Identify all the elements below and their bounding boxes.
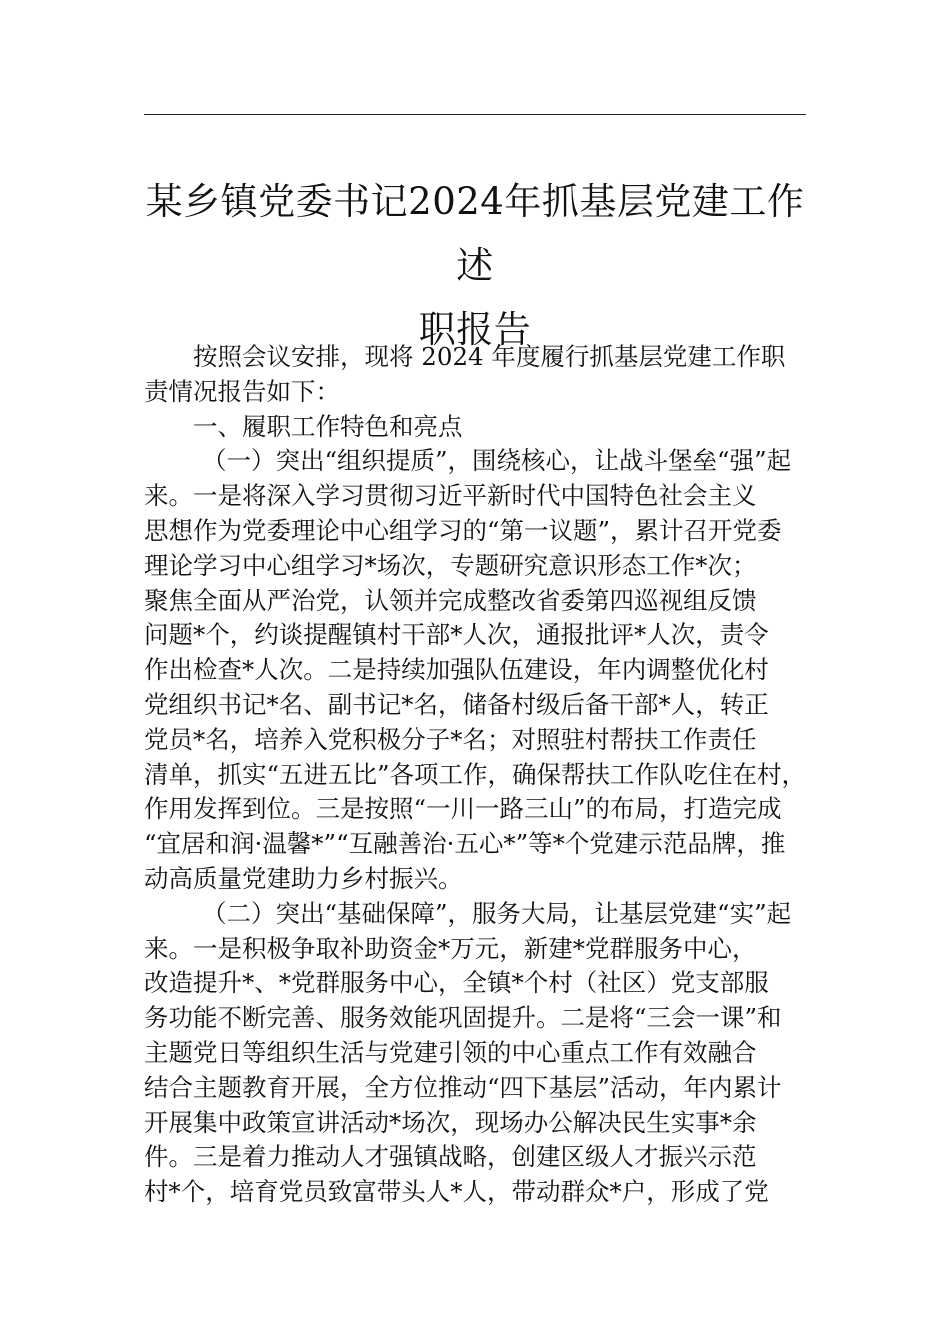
text-line: 来。一是将深入学习贯彻习近平新时代中国特色社会主义 bbox=[144, 481, 757, 511]
section-heading bbox=[144, 410, 806, 445]
document-title bbox=[130, 170, 820, 362]
document-body bbox=[144, 340, 806, 1210]
text-line: 来。一是积极争取补助资金*万元，新建*党群服务中心， bbox=[144, 933, 757, 963]
text-line: 聚焦全面从严治党，认领并完成整改省委第四巡视组反馈 bbox=[144, 585, 757, 615]
paragraph-1 bbox=[144, 444, 806, 896]
text-line: （二）突出“基础保障”，服务大局，让基层党建“实”起 bbox=[202, 898, 792, 928]
text-line: 清单，抓实“五进五比”各项工作，确保帮扶工作队吃住在村， bbox=[144, 759, 807, 789]
text-line: 党组织书记*名、副书记*名，储备村级后备干部*人，转正 bbox=[144, 689, 769, 719]
text-line: 动高质量党建助力乡村振兴。 bbox=[144, 863, 463, 893]
text-line: 党员*名，培养入党积极分子*名；对照驻村帮扶工作责任 bbox=[144, 724, 757, 754]
text-line: 开展集中政策宣讲活动*场次，现场办公解决民生实事*余 bbox=[144, 1107, 757, 1137]
text-line: （一）突出“组织提质”，围绕核心，让战斗堡垒“强”起 bbox=[202, 446, 792, 476]
text-line: 责情况报告如下： bbox=[144, 376, 340, 406]
title-line: 职报告 bbox=[418, 308, 532, 351]
text-line: 问题*个，约谈提醒镇村干部*人次，通报批评*人次，责令 bbox=[144, 620, 769, 650]
text-line: 思想作为党委理论中心组学习的“第一议题”，累计召开党委 bbox=[144, 515, 782, 545]
text-line: 按照会议安排，现将 2024 年度履行抓基层党建工作职 bbox=[193, 342, 786, 371]
text-line: 村*个，培育党员致富带头人*人，带动群众*户，形成了党 bbox=[144, 1177, 769, 1207]
intro-paragraph bbox=[144, 340, 806, 410]
title-line: 某乡镇党委书记2024年抓基层党建工作述 bbox=[145, 180, 805, 287]
text-line: 改造提升*、*党群服务中心，全镇*个村（社区）党支部服 bbox=[144, 968, 769, 998]
text-line: 件。三是着力推动人才强镇战略，创建区级人才振兴示范 bbox=[144, 1142, 757, 1172]
text-line: 主题党日等组织生活与党建引领的中心重点工作有效融合 bbox=[144, 1037, 757, 1067]
text-line: 务功能不断完善、服务效能巩固提升。二是将“三会一课”和 bbox=[144, 1003, 782, 1033]
paragraph-2 bbox=[144, 897, 806, 1210]
text-line: “宜居和润·温馨*”“互融善治·五心*”等*个党建示范品牌，推 bbox=[144, 829, 786, 859]
text-line: 作出检查*人次。二是持续加强队伍建设，年内调整优化村 bbox=[144, 655, 769, 685]
section-heading-text: 一、履职工作特色和亮点 bbox=[193, 411, 463, 441]
text-line: 作用发挥到位。三是按照“一川一路三山”的布局，打造完成 bbox=[144, 794, 782, 824]
text-line: 结合主题教育开展，全方位推动“四下基层”活动，年内累计 bbox=[144, 1072, 782, 1102]
text-line: 理论学习中心组学习*场次，专题研究意识形态工作*次； bbox=[144, 550, 757, 580]
header-rule bbox=[144, 114, 806, 115]
